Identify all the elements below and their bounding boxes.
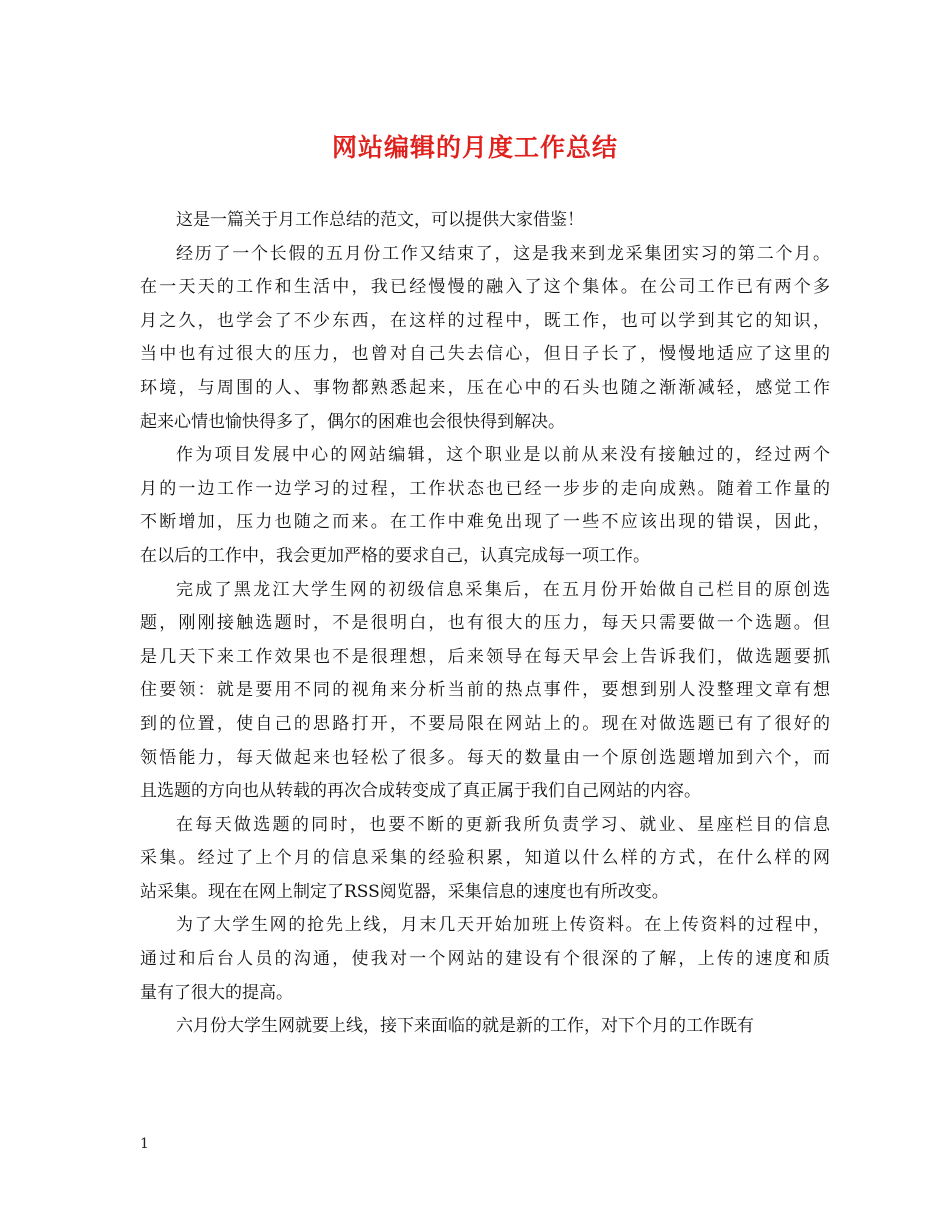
page-number: 1: [140, 1136, 149, 1152]
paragraph-line: 题，刚刚接触选题时，不是很明白，也有很大的压力，每天只需要做一个选题。但: [140, 613, 830, 634]
paragraph-line: 领悟能力，每天做起来也轻松了很多。每天的数量由一个原创选题增加到六个，而: [140, 747, 830, 768]
paragraph-line: 环境，与周围的人、事物都熟悉起来，压在心中的石头也随之渐渐减轻，感觉工作: [140, 377, 830, 398]
document-body: [140, 204, 830, 1044]
paragraph-line: 为了大学生网的抢先上线，月末几天开始加班上传资料。在上传资料的过程中，: [176, 915, 830, 936]
paragraph-line: 当中也有过很大的压力，也曾对自己失去信心，但日子长了，慢慢地适应了这里的: [140, 344, 830, 365]
paragraph-line: 不断增加，压力也随之而来。在工作中难免出现了一些不应该出现的错误，因此，: [140, 512, 830, 533]
paragraph-line: 在一天天的工作和生活中，我已经慢慢的融入了这个集体。在公司工作已有两个多: [140, 277, 830, 298]
paragraph-line: 经历了一个长假的五月份工作又结束了，这是我来到龙采集团实习的第二个月。: [176, 243, 830, 264]
paragraph-line: 月的一边工作一边学习的过程，工作状态也已经一步步的走向成熟。随着工作量的: [140, 478, 830, 499]
paragraph-line: 六月份大学生网就要上线，接下来面临的就是新的工作，对下个月的工作既有: [176, 1016, 754, 1037]
paragraph-line: 采集。经过了上个月的信息采集的经验积累，知道以什么样的方式，在什么样的网: [140, 848, 830, 869]
paragraph-line: 到的位置，使自己的思路打开，不要局限在网站上的。现在对做选题已有了很好的: [140, 713, 830, 734]
paragraph-line: 完成了黑龙江大学生网的初级信息采集后，在五月份开始做自己栏目的原创选: [176, 579, 830, 600]
paragraph-line: 这是一篇关于月工作总结的范文，可以提供大家借鉴！: [176, 210, 584, 230]
paragraph-line: 住要领：就是要用不同的视角来分析当前的热点事件，要想到别人没整理文章有想: [140, 680, 830, 701]
paragraph-line: 在每天做选题的同时，也要不断的更新我所负责学习、就业、星座栏目的信息: [176, 814, 830, 835]
paragraph-line: 作为项目发展中心的网站编辑，这个职业是以前从来没有接触过的，经过两个: [176, 445, 830, 466]
document-title: 网站编辑的月度工作总结: [331, 133, 618, 162]
paragraph-line: 月之久，也学会了不少东西，在这样的过程中，既工作，也可以学到其它的知识，: [140, 310, 830, 331]
paragraph-line: 且选题的方向也从转载的再次合成转变成了真正属于我们自己网站的内容。: [140, 781, 701, 802]
paragraph-line: 起来心情也愉快得多了，偶尔的困难也会很快得到解决。: [140, 411, 565, 432]
paragraph-line: 在以后的工作中，我会更加严格的要求自己，认真完成每一项工作。: [140, 545, 650, 566]
paragraph-line: 是几天下来工作效果也不是很理想，后来领导在每天早会上告诉我们，做选题要抓: [140, 646, 830, 667]
paragraph-line: 量有了很大的提高。: [140, 982, 293, 1003]
paragraph-line: 站采集。现在在网上制定了RSS阅览器，采集信息的速度也有所改变。: [140, 881, 669, 902]
paragraph-line: 通过和后台人员的沟通，使我对一个网站的建设有个很深的了解，上传的速度和质: [140, 949, 830, 970]
